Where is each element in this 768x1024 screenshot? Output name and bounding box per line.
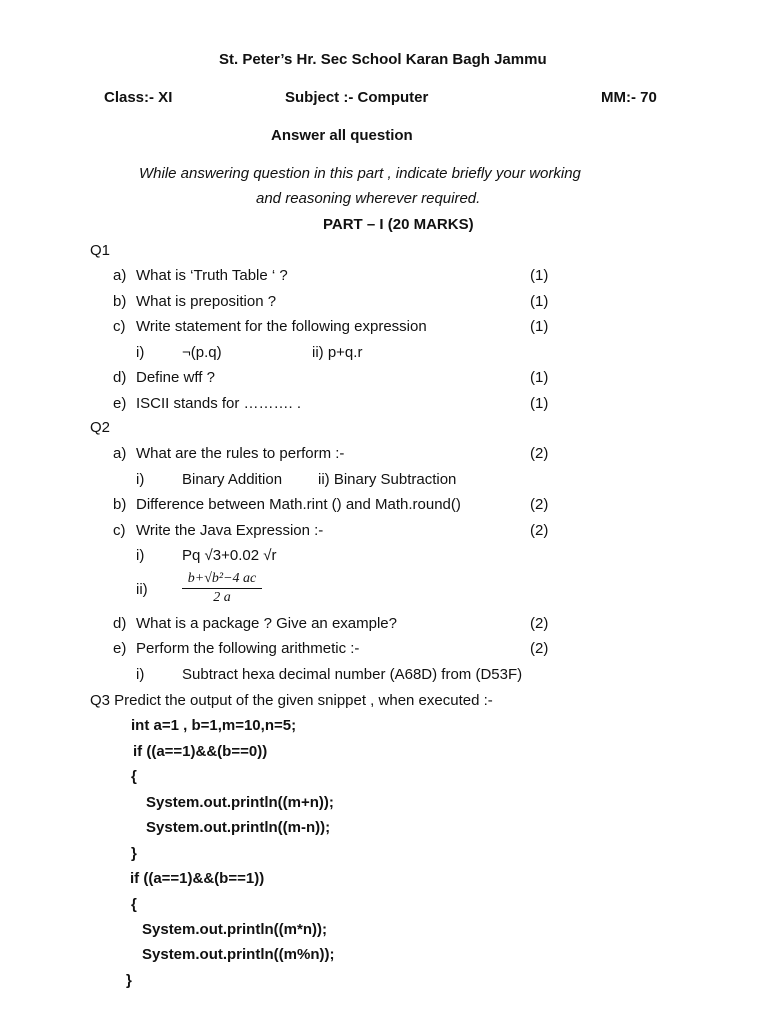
q2-c-i-text: Pq √3+0.02 √r (182, 547, 277, 564)
q2-b-marks: (2) (530, 496, 549, 513)
subject-label: Subject :- Computer (285, 89, 429, 106)
q1-b-text: What is preposition ? (136, 293, 277, 310)
q1-label: Q1 (90, 242, 111, 259)
q1-c-i-text: ¬(p.q) (182, 344, 222, 361)
q2-e-i-num: i) (136, 666, 145, 683)
q2-d-text: What is a package ? Give an example? (136, 615, 397, 632)
q2-a-num: a) (113, 445, 127, 462)
q2-c-ii-num: ii) (136, 581, 148, 598)
q2-d-num: d) (113, 615, 127, 632)
code-line: { (131, 896, 137, 913)
code-line: { (131, 768, 137, 785)
max-marks: MM:- 70 (601, 89, 657, 106)
q1-e-text: ISCII stands for ………. . (136, 395, 302, 412)
q2-b-num: b) (113, 496, 127, 513)
code-line: System.out.println((m%n)); (142, 946, 335, 963)
code-line: } (126, 972, 132, 989)
q1-c-ii-text: ii) p+q.r (312, 344, 363, 361)
instruction-line-2: and reasoning wherever required. (256, 190, 481, 207)
q2-c-num: c) (113, 522, 126, 539)
q3-prompt: Q3 Predict the output of the given snippet , when executed :- (90, 692, 493, 709)
q2-c-marks: (2) (530, 522, 549, 539)
code-line: System.out.println((m-n)); (146, 819, 331, 836)
q1-c-i-num: i) (136, 344, 145, 361)
q1-b-num: b) (113, 293, 127, 310)
q1-c-marks: (1) (530, 318, 549, 335)
q2-e-num: e) (113, 640, 127, 657)
instruction-line-1: While answering question in this part , indicate briefly your working (139, 165, 581, 182)
q2-a-text: What are the rules to perform :- (136, 445, 345, 462)
q1-d-marks: (1) (530, 369, 549, 386)
q2-a-i-num: i) (136, 471, 145, 488)
class-label: Class:- XI (104, 89, 173, 106)
q2-e-marks: (2) (530, 640, 549, 657)
code-line: } (131, 845, 137, 862)
q2-label: Q2 (90, 419, 111, 436)
q1-a-num: a) (113, 267, 127, 284)
code-line: if ((a==1)&&(b==0)) (133, 743, 268, 760)
fraction-denominator: 2 a (213, 590, 231, 605)
code-line: System.out.println((m*n)); (142, 921, 327, 938)
q2-c-i-num: i) (136, 547, 145, 564)
q2-b-text: Difference between Math.rint () and Math.round() (136, 496, 461, 513)
q1-d-num: d) (113, 369, 127, 386)
fraction-numerator: b+√b²−4 ac (187, 571, 257, 586)
code-line: int a=1 , b=1,m=10,n=5; (131, 717, 297, 734)
school-name: St. Peter’s Hr. Sec School Karan Bagh Jammu (219, 51, 547, 68)
q2-a-marks: (2) (530, 445, 549, 462)
q2-c-text: Write the Java Expression :- (136, 522, 324, 539)
q2-e-text: Perform the following arithmetic :- (136, 640, 360, 657)
q1-c-num: c) (113, 318, 126, 335)
q2-a-ii-text: ii) Binary Subtraction (318, 471, 457, 488)
q1-e-num: e) (113, 395, 127, 412)
code-line: System.out.println((m+n)); (146, 794, 334, 811)
q2-e-i-text: Subtract hexa decimal number (A68D) from (D53F) (182, 666, 523, 683)
quadratic-fraction (180, 570, 264, 607)
q1-d-text: Define wff ? (136, 369, 215, 386)
q1-a-text: What is ‘Truth Table ‘ ? (136, 267, 288, 284)
code-line: if ((a==1)&&(b==1)) (130, 870, 265, 887)
q2-a-i-text: Binary Addition (182, 471, 283, 488)
q2-d-marks: (2) (530, 615, 549, 632)
q1-c-text: Write statement for the following expression (136, 318, 427, 335)
instruction-main: Answer all question (271, 127, 413, 144)
q1-a-marks: (1) (530, 267, 549, 284)
part-title: PART – I (20 MARKS) (323, 216, 474, 233)
q1-b-marks: (1) (530, 293, 549, 310)
q1-e-marks: (1) (530, 395, 549, 412)
